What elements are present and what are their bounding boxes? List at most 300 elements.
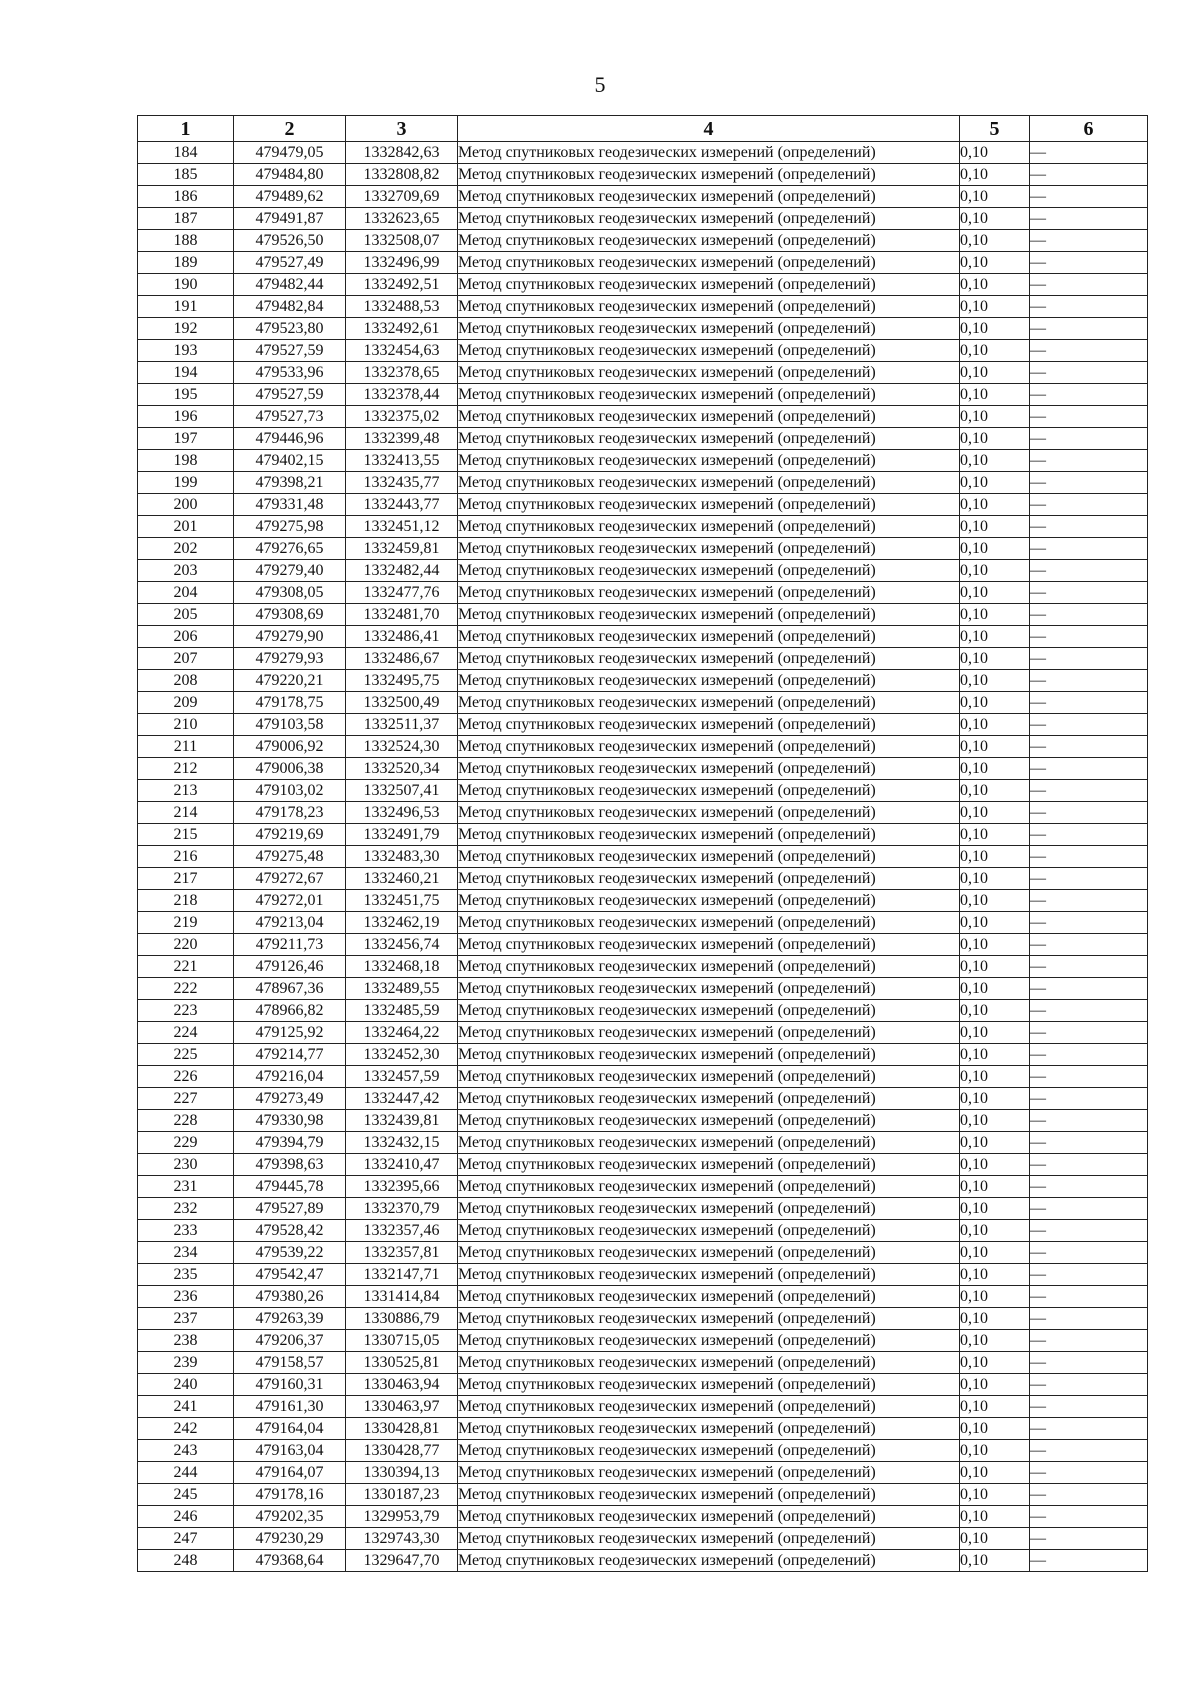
table-row: [138, 868, 1148, 890]
table-row: [138, 1396, 1148, 1418]
y-coordinate-cell: 1332435,77: [346, 472, 458, 494]
accuracy-cell: 0,10: [960, 516, 1030, 538]
point-number-cell: 242: [138, 1418, 234, 1440]
table-row: [138, 252, 1148, 274]
table-row: [138, 978, 1148, 1000]
note-cell: —: [1030, 1308, 1148, 1330]
y-coordinate-cell: 1330715,05: [346, 1330, 458, 1352]
x-coordinate-cell: 479398,63: [234, 1154, 346, 1176]
x-coordinate-cell: 479216,04: [234, 1066, 346, 1088]
method-cell: Метод спутниковых геодезических измерений (определений): [458, 978, 960, 1000]
point-number-cell: 232: [138, 1198, 234, 1220]
note-cell: —: [1030, 802, 1148, 824]
point-number-cell: 197: [138, 428, 234, 450]
accuracy-cell: 0,10: [960, 736, 1030, 758]
x-coordinate-cell: 479178,75: [234, 692, 346, 714]
point-number-cell: 208: [138, 670, 234, 692]
note-cell: —: [1030, 780, 1148, 802]
note-cell: —: [1030, 912, 1148, 934]
method-cell: Метод спутниковых геодезических измерений (определений): [458, 890, 960, 912]
accuracy-cell: 0,10: [960, 1396, 1030, 1418]
header-col-4: 4: [458, 116, 960, 142]
x-coordinate-cell: 479206,37: [234, 1330, 346, 1352]
accuracy-cell: 0,10: [960, 1528, 1030, 1550]
x-coordinate-cell: 479164,07: [234, 1462, 346, 1484]
method-cell: Метод спутниковых геодезических измерений (определений): [458, 1110, 960, 1132]
y-coordinate-cell: 1332413,55: [346, 450, 458, 472]
table-row: [138, 318, 1148, 340]
x-coordinate-cell: 479103,58: [234, 714, 346, 736]
y-coordinate-cell: 1330187,23: [346, 1484, 458, 1506]
header-col-1: 1: [138, 116, 234, 142]
point-number-cell: 227: [138, 1088, 234, 1110]
point-number-cell: 195: [138, 384, 234, 406]
point-number-cell: 214: [138, 802, 234, 824]
point-number-cell: 202: [138, 538, 234, 560]
x-coordinate-cell: 479103,02: [234, 780, 346, 802]
x-coordinate-cell: 479006,92: [234, 736, 346, 758]
accuracy-cell: 0,10: [960, 1154, 1030, 1176]
method-cell: Метод спутниковых геодезических измерений (определений): [458, 208, 960, 230]
method-cell: Метод спутниковых геодезических измерений (определений): [458, 1462, 960, 1484]
note-cell: —: [1030, 1198, 1148, 1220]
accuracy-cell: 0,10: [960, 472, 1030, 494]
accuracy-cell: 0,10: [960, 670, 1030, 692]
table-row: [138, 626, 1148, 648]
accuracy-cell: 0,10: [960, 450, 1030, 472]
note-cell: —: [1030, 1154, 1148, 1176]
point-number-cell: 224: [138, 1022, 234, 1044]
point-number-cell: 234: [138, 1242, 234, 1264]
table-row: [138, 648, 1148, 670]
x-coordinate-cell: 479158,57: [234, 1352, 346, 1374]
point-number-cell: 221: [138, 956, 234, 978]
point-number-cell: 194: [138, 362, 234, 384]
y-coordinate-cell: 1332370,79: [346, 1198, 458, 1220]
accuracy-cell: 0,10: [960, 714, 1030, 736]
method-cell: Метод спутниковых геодезических измерений (определений): [458, 450, 960, 472]
y-coordinate-cell: 1332378,44: [346, 384, 458, 406]
accuracy-cell: 0,10: [960, 230, 1030, 252]
accuracy-cell: 0,10: [960, 1044, 1030, 1066]
x-coordinate-cell: 479527,59: [234, 340, 346, 362]
method-cell: Метод спутниковых геодезических измерений (определений): [458, 406, 960, 428]
point-number-cell: 244: [138, 1462, 234, 1484]
point-number-cell: 240: [138, 1374, 234, 1396]
accuracy-cell: 0,10: [960, 1066, 1030, 1088]
table-row: [138, 780, 1148, 802]
note-cell: —: [1030, 560, 1148, 582]
table-row: [138, 1550, 1148, 1572]
y-coordinate-cell: 1332443,77: [346, 494, 458, 516]
method-cell: Метод спутниковых геодезических измерений (определений): [458, 626, 960, 648]
method-cell: Метод спутниковых геодезических измерений (определений): [458, 956, 960, 978]
point-number-cell: 210: [138, 714, 234, 736]
note-cell: —: [1030, 1264, 1148, 1286]
x-coordinate-cell: 479527,59: [234, 384, 346, 406]
x-coordinate-cell: 479445,78: [234, 1176, 346, 1198]
y-coordinate-cell: 1332491,79: [346, 824, 458, 846]
y-coordinate-cell: 1332511,37: [346, 714, 458, 736]
table-row: [138, 384, 1148, 406]
accuracy-cell: 0,10: [960, 560, 1030, 582]
point-number-cell: 187: [138, 208, 234, 230]
x-coordinate-cell: 479479,05: [234, 142, 346, 164]
x-coordinate-cell: 479279,40: [234, 560, 346, 582]
point-number-cell: 223: [138, 1000, 234, 1022]
note-cell: —: [1030, 340, 1148, 362]
y-coordinate-cell: 1329953,79: [346, 1506, 458, 1528]
x-coordinate-cell: 479161,30: [234, 1396, 346, 1418]
note-cell: —: [1030, 428, 1148, 450]
table-row: [138, 802, 1148, 824]
point-number-cell: 190: [138, 274, 234, 296]
method-cell: Метод спутниковых геодезических измерений (определений): [458, 1550, 960, 1572]
x-coordinate-cell: 479446,96: [234, 428, 346, 450]
accuracy-cell: 0,10: [960, 1242, 1030, 1264]
y-coordinate-cell: 1332524,30: [346, 736, 458, 758]
note-cell: —: [1030, 1088, 1148, 1110]
point-number-cell: 199: [138, 472, 234, 494]
accuracy-cell: 0,10: [960, 186, 1030, 208]
point-number-cell: 236: [138, 1286, 234, 1308]
method-cell: Метод спутниковых геодезических измерений (определений): [458, 142, 960, 164]
method-cell: Метод спутниковых геодезических измерений (определений): [458, 1242, 960, 1264]
x-coordinate-cell: 479163,04: [234, 1440, 346, 1462]
method-cell: Метод спутниковых геодезических измерений (определений): [458, 1352, 960, 1374]
accuracy-cell: 0,10: [960, 648, 1030, 670]
point-number-cell: 205: [138, 604, 234, 626]
accuracy-cell: 0,10: [960, 1374, 1030, 1396]
x-coordinate-cell: 479272,01: [234, 890, 346, 912]
method-cell: Метод спутниковых геодезических измерений (определений): [458, 802, 960, 824]
method-cell: Метод спутниковых геодезических измерений (определений): [458, 186, 960, 208]
note-cell: —: [1030, 384, 1148, 406]
note-cell: —: [1030, 296, 1148, 318]
x-coordinate-cell: 479491,87: [234, 208, 346, 230]
note-cell: —: [1030, 1506, 1148, 1528]
point-number-cell: 185: [138, 164, 234, 186]
note-cell: —: [1030, 1176, 1148, 1198]
method-cell: Метод спутниковых геодезических измерений (определений): [458, 1264, 960, 1286]
table-row: [138, 362, 1148, 384]
header-col-2: 2: [234, 116, 346, 142]
method-cell: Метод спутниковых геодезических измерений (определений): [458, 1374, 960, 1396]
accuracy-cell: 0,10: [960, 1506, 1030, 1528]
y-coordinate-cell: 1330428,77: [346, 1440, 458, 1462]
accuracy-cell: 0,10: [960, 1484, 1030, 1506]
y-coordinate-cell: 1330394,13: [346, 1462, 458, 1484]
note-cell: —: [1030, 1440, 1148, 1462]
note-cell: —: [1030, 208, 1148, 230]
accuracy-cell: 0,10: [960, 406, 1030, 428]
table-row: [138, 1000, 1148, 1022]
table-header-row: [138, 116, 1148, 142]
table-row: [138, 582, 1148, 604]
note-cell: —: [1030, 1418, 1148, 1440]
x-coordinate-cell: 479368,64: [234, 1550, 346, 1572]
x-coordinate-cell: 479160,31: [234, 1374, 346, 1396]
y-coordinate-cell: 1332468,18: [346, 956, 458, 978]
accuracy-cell: 0,10: [960, 1220, 1030, 1242]
coordinates-table: [137, 115, 1148, 1572]
accuracy-cell: 0,10: [960, 1330, 1030, 1352]
table-row: [138, 1176, 1148, 1198]
point-number-cell: 230: [138, 1154, 234, 1176]
accuracy-cell: 0,10: [960, 1264, 1030, 1286]
accuracy-cell: 0,10: [960, 1132, 1030, 1154]
method-cell: Метод спутниковых геодезических измерений (определений): [458, 538, 960, 560]
x-coordinate-cell: 479006,38: [234, 758, 346, 780]
page-number: 5: [594, 72, 606, 97]
method-cell: Метод спутниковых геодезических измерений (определений): [458, 1396, 960, 1418]
accuracy-cell: 0,10: [960, 1000, 1030, 1022]
table-row: [138, 1330, 1148, 1352]
table-row: [138, 846, 1148, 868]
table-row: [138, 824, 1148, 846]
table-row: [138, 670, 1148, 692]
x-coordinate-cell: 479380,26: [234, 1286, 346, 1308]
x-coordinate-cell: 479279,90: [234, 626, 346, 648]
note-cell: —: [1030, 1242, 1148, 1264]
accuracy-cell: 0,10: [960, 538, 1030, 560]
note-cell: —: [1030, 516, 1148, 538]
table-row: [138, 1220, 1148, 1242]
point-number-cell: 239: [138, 1352, 234, 1374]
y-coordinate-cell: 1332483,30: [346, 846, 458, 868]
x-coordinate-cell: 479272,67: [234, 868, 346, 890]
note-cell: —: [1030, 934, 1148, 956]
y-coordinate-cell: 1332147,71: [346, 1264, 458, 1286]
point-number-cell: 248: [138, 1550, 234, 1572]
table-row: [138, 296, 1148, 318]
table-row: [138, 1506, 1148, 1528]
accuracy-cell: 0,10: [960, 1440, 1030, 1462]
x-coordinate-cell: 479402,15: [234, 450, 346, 472]
note-cell: —: [1030, 1066, 1148, 1088]
accuracy-cell: 0,10: [960, 868, 1030, 890]
accuracy-cell: 0,10: [960, 1198, 1030, 1220]
y-coordinate-cell: 1332482,44: [346, 560, 458, 582]
y-coordinate-cell: 1330463,94: [346, 1374, 458, 1396]
y-coordinate-cell: 1332495,75: [346, 670, 458, 692]
note-cell: —: [1030, 824, 1148, 846]
x-coordinate-cell: 479539,22: [234, 1242, 346, 1264]
method-cell: Метод спутниковых геодезических измерений (определений): [458, 846, 960, 868]
method-cell: Метод спутниковых геодезических измерений (определений): [458, 736, 960, 758]
accuracy-cell: 0,10: [960, 1352, 1030, 1374]
note-cell: —: [1030, 868, 1148, 890]
method-cell: Метод спутниковых геодезических измерений (определений): [458, 1000, 960, 1022]
table-row: [138, 274, 1148, 296]
method-cell: Метод спутниковых геодезических измерений (определений): [458, 670, 960, 692]
accuracy-cell: 0,10: [960, 780, 1030, 802]
method-cell: Метод спутниковых геодезических измерений (определений): [458, 1066, 960, 1088]
table-row: [138, 1264, 1148, 1286]
y-coordinate-cell: 1332357,81: [346, 1242, 458, 1264]
x-coordinate-cell: 478967,36: [234, 978, 346, 1000]
table-row: [138, 1352, 1148, 1374]
note-cell: —: [1030, 692, 1148, 714]
y-coordinate-cell: 1332496,99: [346, 252, 458, 274]
note-cell: —: [1030, 978, 1148, 1000]
y-coordinate-cell: 1330428,81: [346, 1418, 458, 1440]
note-cell: —: [1030, 538, 1148, 560]
accuracy-cell: 0,10: [960, 824, 1030, 846]
x-coordinate-cell: 479331,48: [234, 494, 346, 516]
table-row: [138, 186, 1148, 208]
method-cell: Метод спутниковых геодезических измерений (определений): [458, 1506, 960, 1528]
y-coordinate-cell: 1332395,66: [346, 1176, 458, 1198]
method-cell: Метод спутниковых геодезических измерений (определений): [458, 1440, 960, 1462]
point-number-cell: 226: [138, 1066, 234, 1088]
note-cell: —: [1030, 1462, 1148, 1484]
accuracy-cell: 0,10: [960, 1176, 1030, 1198]
table-row: [138, 1022, 1148, 1044]
y-coordinate-cell: 1332447,42: [346, 1088, 458, 1110]
accuracy-cell: 0,10: [960, 164, 1030, 186]
note-cell: —: [1030, 1132, 1148, 1154]
header-col-5: 5: [960, 116, 1030, 142]
note-cell: —: [1030, 142, 1148, 164]
note-cell: —: [1030, 714, 1148, 736]
y-coordinate-cell: 1331414,84: [346, 1286, 458, 1308]
x-coordinate-cell: 479482,84: [234, 296, 346, 318]
y-coordinate-cell: 1332378,65: [346, 362, 458, 384]
accuracy-cell: 0,10: [960, 934, 1030, 956]
point-number-cell: 203: [138, 560, 234, 582]
note-cell: —: [1030, 1396, 1148, 1418]
accuracy-cell: 0,10: [960, 1022, 1030, 1044]
table-row: [138, 1484, 1148, 1506]
x-coordinate-cell: 478966,82: [234, 1000, 346, 1022]
point-number-cell: 200: [138, 494, 234, 516]
point-number-cell: 215: [138, 824, 234, 846]
method-cell: Метод спутниковых геодезических измерений (определений): [458, 1154, 960, 1176]
accuracy-cell: 0,10: [960, 1418, 1030, 1440]
table-row: [138, 450, 1148, 472]
table-row: [138, 1462, 1148, 1484]
method-cell: Метод спутниковых геодезических измерений (определений): [458, 428, 960, 450]
x-coordinate-cell: 479211,73: [234, 934, 346, 956]
table-row: [138, 890, 1148, 912]
table-row: [138, 340, 1148, 362]
accuracy-cell: 0,10: [960, 340, 1030, 362]
table-row: [138, 1242, 1148, 1264]
y-coordinate-cell: 1332507,41: [346, 780, 458, 802]
point-number-cell: 238: [138, 1330, 234, 1352]
point-number-cell: 201: [138, 516, 234, 538]
x-coordinate-cell: 479276,65: [234, 538, 346, 560]
y-coordinate-cell: 1332492,61: [346, 318, 458, 340]
x-coordinate-cell: 479527,89: [234, 1198, 346, 1220]
table-row: [138, 208, 1148, 230]
note-cell: —: [1030, 890, 1148, 912]
note-cell: —: [1030, 450, 1148, 472]
point-number-cell: 247: [138, 1528, 234, 1550]
table-row: [138, 1286, 1148, 1308]
y-coordinate-cell: 1329743,30: [346, 1528, 458, 1550]
note-cell: —: [1030, 758, 1148, 780]
method-cell: Метод спутниковых геодезических измерений (определений): [458, 648, 960, 670]
table-row: [138, 516, 1148, 538]
y-coordinate-cell: 1332486,67: [346, 648, 458, 670]
point-number-cell: 213: [138, 780, 234, 802]
table-row: [138, 1308, 1148, 1330]
method-cell: Метод спутниковых геодезических измерений (определений): [458, 340, 960, 362]
y-coordinate-cell: 1332454,63: [346, 340, 458, 362]
accuracy-cell: 0,10: [960, 1088, 1030, 1110]
x-coordinate-cell: 479125,92: [234, 1022, 346, 1044]
point-number-cell: 243: [138, 1440, 234, 1462]
point-number-cell: 220: [138, 934, 234, 956]
note-cell: —: [1030, 582, 1148, 604]
point-number-cell: 218: [138, 890, 234, 912]
table-row: [138, 758, 1148, 780]
x-coordinate-cell: 479527,49: [234, 252, 346, 274]
accuracy-cell: 0,10: [960, 758, 1030, 780]
method-cell: Метод спутниковых геодезических измерений (определений): [458, 692, 960, 714]
x-coordinate-cell: 479398,21: [234, 472, 346, 494]
point-number-cell: 207: [138, 648, 234, 670]
method-cell: Метод спутниковых геодезических измерений (определений): [458, 362, 960, 384]
y-coordinate-cell: 1332460,21: [346, 868, 458, 890]
method-cell: Метод спутниковых геодезических измерений (определений): [458, 1132, 960, 1154]
x-coordinate-cell: 479220,21: [234, 670, 346, 692]
y-coordinate-cell: 1330525,81: [346, 1352, 458, 1374]
y-coordinate-cell: 1332439,81: [346, 1110, 458, 1132]
table-row: [138, 230, 1148, 252]
note-cell: —: [1030, 406, 1148, 428]
point-number-cell: 188: [138, 230, 234, 252]
x-coordinate-cell: 479489,62: [234, 186, 346, 208]
y-coordinate-cell: 1332709,69: [346, 186, 458, 208]
y-coordinate-cell: 1332457,59: [346, 1066, 458, 1088]
x-coordinate-cell: 479213,04: [234, 912, 346, 934]
accuracy-cell: 0,10: [960, 1308, 1030, 1330]
point-number-cell: 245: [138, 1484, 234, 1506]
note-cell: —: [1030, 604, 1148, 626]
note-cell: —: [1030, 472, 1148, 494]
note-cell: —: [1030, 1352, 1148, 1374]
accuracy-cell: 0,10: [960, 1462, 1030, 1484]
point-number-cell: 193: [138, 340, 234, 362]
y-coordinate-cell: 1332399,48: [346, 428, 458, 450]
method-cell: Метод спутниковых геодезических измерений (определений): [458, 296, 960, 318]
note-cell: —: [1030, 362, 1148, 384]
x-coordinate-cell: 479279,93: [234, 648, 346, 670]
x-coordinate-cell: 479526,50: [234, 230, 346, 252]
y-coordinate-cell: 1332477,76: [346, 582, 458, 604]
x-coordinate-cell: 479214,77: [234, 1044, 346, 1066]
table-row: [138, 472, 1148, 494]
note-cell: —: [1030, 1110, 1148, 1132]
accuracy-cell: 0,10: [960, 384, 1030, 406]
y-coordinate-cell: 1330886,79: [346, 1308, 458, 1330]
table-row: [138, 912, 1148, 934]
accuracy-cell: 0,10: [960, 1110, 1030, 1132]
note-cell: —: [1030, 670, 1148, 692]
y-coordinate-cell: 1329647,70: [346, 1550, 458, 1572]
table-row: [138, 494, 1148, 516]
y-coordinate-cell: 1332451,75: [346, 890, 458, 912]
x-coordinate-cell: 479484,80: [234, 164, 346, 186]
x-coordinate-cell: 479527,73: [234, 406, 346, 428]
point-number-cell: 212: [138, 758, 234, 780]
method-cell: Метод спутниковых геодезических измерений (определений): [458, 472, 960, 494]
point-number-cell: 196: [138, 406, 234, 428]
point-number-cell: 184: [138, 142, 234, 164]
